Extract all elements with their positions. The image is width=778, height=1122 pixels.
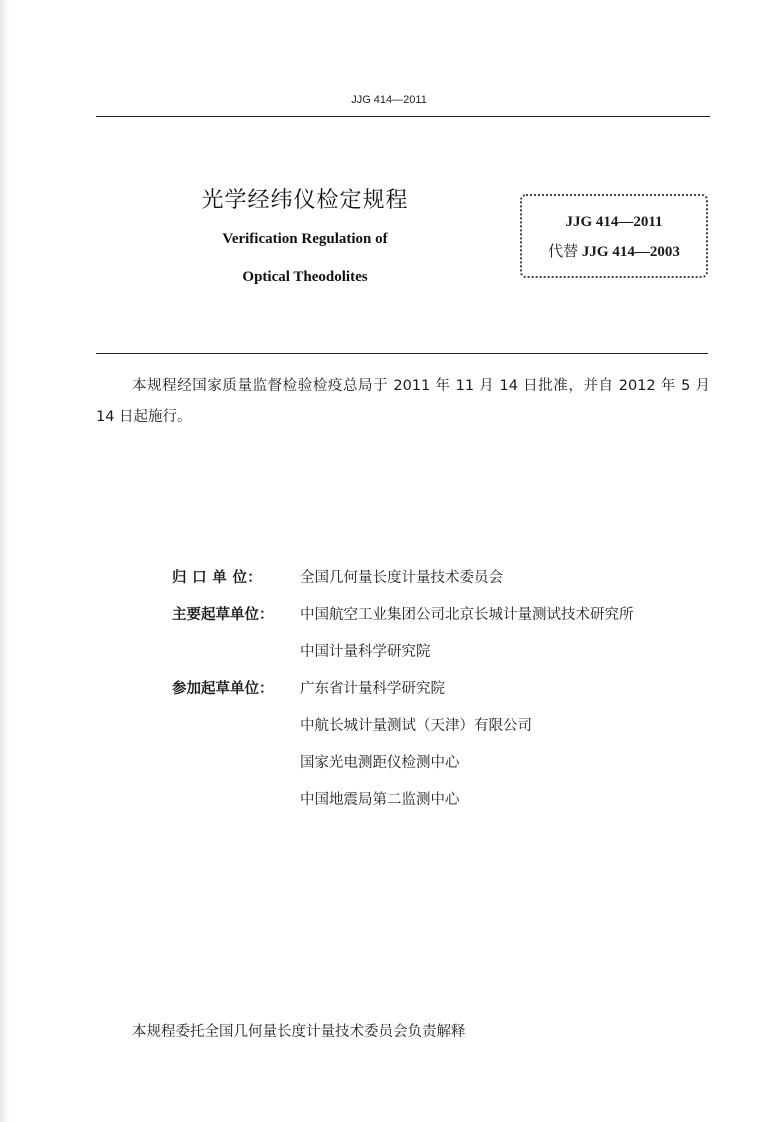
document-title-zh: 光学经纬仪检定规程	[201, 188, 409, 213]
unit-row-participating	[172, 669, 732, 706]
unit-row-participating-cont	[172, 743, 732, 780]
unit-row-main-drafting-cont	[172, 632, 732, 669]
main-drafting-unit-value: 中国航空工业集团公司北京长城计量测试技术研究所	[300, 607, 634, 623]
replaced-standard-code: JJG 414—2003	[581, 244, 680, 260]
document-title-en-line2: Optical Theodolites	[242, 269, 368, 285]
page-edge-shadow	[0, 0, 10, 1122]
participating-unit-value: 中国地震局第二监测中心	[300, 792, 460, 808]
header-rule	[96, 116, 710, 117]
unit-row-responsible	[172, 558, 732, 595]
section-rule	[96, 353, 708, 354]
approval-statement: 本规程经国家质量监督检验检疫总局于 2011 年 11 月 14 日批准，并自 2012 年 5 月 14 日起施行。	[96, 378, 710, 425]
interpretation-note: 本规程委托全国几何量长度计量技术委员会负责解释	[132, 1024, 466, 1040]
participating-unit-label: 参加起草单位：	[172, 681, 274, 697]
responsible-unit-value: 全国几何量长度计量技术委员会	[300, 570, 503, 586]
main-drafting-unit-value: 中国计量科学研究院	[300, 644, 431, 660]
participating-unit-value: 国家光电测距仪检测中心	[300, 755, 460, 771]
standard-code: JJG 414—2011	[565, 214, 663, 230]
unit-row-participating-cont	[172, 780, 732, 817]
unit-row-main-drafting	[172, 595, 732, 632]
unit-row-participating-cont	[172, 706, 732, 743]
participating-unit-value: 中航长城计量测试（天津）有限公司	[300, 718, 532, 734]
replaces-prefix: 代替	[548, 242, 579, 260]
running-header-code: JJG 414—2011	[351, 94, 427, 106]
replaces-line	[522, 240, 706, 261]
drafting-units-block	[172, 558, 732, 817]
main-drafting-unit-label: 主要起草单位：	[172, 607, 274, 623]
standard-code-box	[520, 194, 708, 278]
participating-unit-value: 广东省计量科学研究院	[300, 681, 445, 697]
document-title-en-line1: Verification Regulation of	[222, 231, 388, 247]
responsible-unit-label: 归 口 单 位：	[172, 570, 263, 586]
